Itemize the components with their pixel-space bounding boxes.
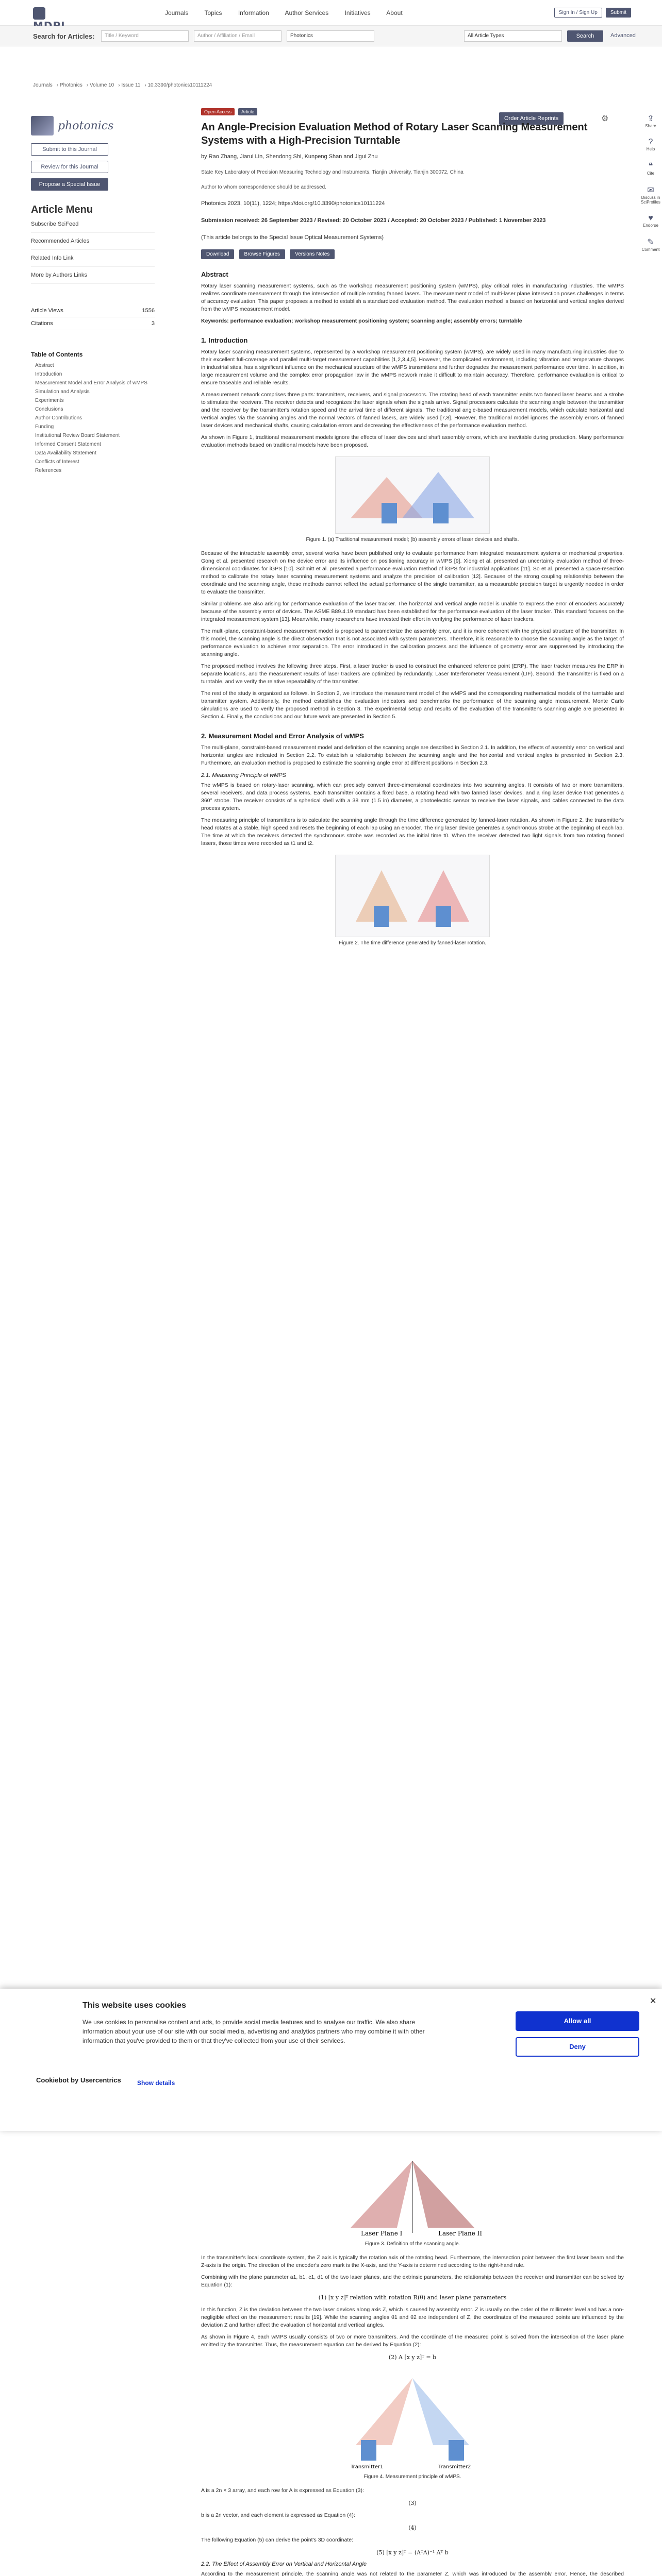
breadcrumb: Journals › Photonics › Volume 10 › Issue 11 › 10.3390/photonics10111224 xyxy=(33,82,212,88)
toc-item[interactable]: Author Contributions xyxy=(35,415,82,421)
views-row xyxy=(31,304,155,317)
article-main xyxy=(201,108,624,953)
intro-paragraph: Rotary laser scanning measurement systems, represented by a workshop measurement positioning system (wMPS), are widely used in many manufacturing industries due to their excellent full-coverage and parallel multi-target measurement capabilities [1,2,3,4,5]. However, the complicated environment, including vibration and temperature changes in industrial sites, has a significant influence on the mechanical structure of the wMPS transmitters and further degrades the measurement performance over time. In addition, in large measurement volume and the complex error propagation law in the wMPS network make it difficult to maintain accuracy. Therefore, performance evaluation is critical to ensure traceable and reliable results. xyxy=(201,349,624,386)
comment-action[interactable] xyxy=(639,237,662,252)
comment-label: Comment xyxy=(641,247,660,252)
equation-3: (3) xyxy=(408,2500,417,2506)
toc-title: Table of Contents xyxy=(31,351,83,358)
allow-all-button[interactable]: Allow all xyxy=(516,2011,639,2031)
menu-item-subscribe[interactable]: Subscribe SciFeed xyxy=(31,216,155,233)
toc-item[interactable]: Conclusions xyxy=(35,406,63,412)
open-access-badge: Open Access xyxy=(201,108,235,115)
intro-paragraph: A measurement network comprises three parts: transmitters, receivers, and signal processors. The rotating head of each transmitter emits two fanned laser beams and a strobe to stimulate the receivers. The receiver detects and recognizes the laser signals when the signals arrive. Signal processors calculate the scanning angle between the transmitter and the receiver by the transmitter's rotation speed and the arrival time of different signals. The traditional angle-based measurement models, which calculate horizontal and vertical angles via the scanning angles and the normal vectors of fanned lasers, are widely used [7,8]. However, the traditional model ignores the assembly errors of fanned laser devices and mechanical shafts, causing calculation errors and decreasing the effectiveness of the performance evaluation method. xyxy=(201,392,624,429)
body-paragraph: Combining with the plane parameter a1, b1, c1, d1 of the two laser planes, and the extrinsic parameters, the relationship between the receiver and transmitter can be solved by Equation (1): xyxy=(201,2274,624,2288)
share-icon: ⇪ xyxy=(647,114,654,123)
left-sidebar xyxy=(31,113,155,475)
endorse-action[interactable] xyxy=(639,214,662,228)
figure-4-caption: Figure 4. Measurement principle of wMPS. xyxy=(363,2474,461,2480)
submit-button[interactable]: Submit xyxy=(606,8,631,18)
breadcrumb-item: 10.3390/photonics10111224 xyxy=(147,82,212,88)
order-reprints-button[interactable]: Order Article Reprints xyxy=(499,112,564,125)
cite-label: Cite xyxy=(647,171,655,176)
versions-notes-button[interactable]: Versions Notes xyxy=(290,249,335,259)
figure-3-illustration xyxy=(320,2150,505,2238)
search-label: Search for Articles: xyxy=(33,32,95,40)
citation-line[interactable]: Photonics 2023, 10(11), 1224; https://doi.org/10.3390/photonics10111224 xyxy=(201,200,385,207)
article-tags xyxy=(201,108,624,115)
article-authors[interactable]: by Rao Zhang, Jiarui Lin, Shendong Shi, Kunpeng Shan and Jigui Zhu xyxy=(201,154,378,160)
submit-to-journal-button[interactable]: Submit to this Journal xyxy=(31,143,108,156)
figure-1[interactable] xyxy=(201,456,624,543)
section-2-2-paragraph: According to the measurement principle, the scanning angle was not related to the parameter Z, which was introduced by the assembly error. Hence, the described xyxy=(201,2571,624,2576)
figure-4-image xyxy=(335,2368,490,2471)
right-action-sidebar xyxy=(639,113,662,261)
close-icon[interactable]: ✕ xyxy=(650,1997,657,2006)
share-label: Share xyxy=(645,124,656,128)
citations-label: Citations xyxy=(31,320,53,327)
section-2-1-paragraph: The wMPS is based on rotary-laser scanning, which can precisely convert three-dimensional coordinates into two scanning angles. It consists of two or more transmitters, several receivers, and data process systems. Each transmitter contains a fixed base, a rotating head with two fanned laser devices, and a ring laser device that generates a 360° strobe. The receiver consists of a spherical shell with a 38 mm (1.5 in) diameter, a photoelectric sensor to receive the laser signals, and cables connected to the data process system. xyxy=(201,782,624,811)
figure-2-illustration xyxy=(340,860,485,932)
figure-1-illustration xyxy=(340,462,485,529)
cookiebot-logo: Cookiebot by Usercentrics xyxy=(36,2076,121,2084)
toc-list xyxy=(31,361,155,475)
article-type-badge: Article xyxy=(238,108,257,115)
toc-item[interactable]: Informed Consent Statement xyxy=(35,442,101,447)
figure-4-label: Transmitter2 xyxy=(438,2464,471,2470)
views-count: 1556 xyxy=(142,308,155,314)
figure-1-caption: Figure 1. (a) Traditional measurement model; (b) assembly errors of laser devices and shafts. xyxy=(306,537,519,543)
body-paragraph: In this function, Z is the deviation between the two laser devices along axis Z, which is caused by assembly error. Z is usually on the order of the millimeter level and has a non-negligible effect on the measurement results [19]. While the scanning angles θ1 and θ2 are independent of Z, the coordinates of the measured points are influenced by the deviation Z and further affect the evaluation of horizontal and vertical angles. xyxy=(201,2307,624,2328)
body-paragraph: As shown in Figure 4, each wMPS usually consists of two or more transmitters. And the coordinate of the measured point is solved from the intersection of the laser plane emitted by the transmitter. Thus, the measurement equation can be derived by Equation (2): xyxy=(201,2334,624,2348)
section-2-2-heading: 2.2. The Effect of Assembly Error on Vertical and Horizontal Angle xyxy=(201,2561,367,2567)
dates-line: Submission received: 26 September 2023 / Revised: 20 October 2023 / Accepted: 20 October 2023 / Published: 1 November 2023 xyxy=(201,217,546,224)
section-2-heading: 2. Measurement Model and Error Analysis of wMPS xyxy=(201,732,364,740)
download-button[interactable]: Download xyxy=(201,249,234,259)
figure-3-caption: Figure 3. Definition of the scanning angle. xyxy=(365,2241,460,2247)
publisher-logo[interactable] xyxy=(33,6,69,20)
abstract-text: Rotary laser scanning measurement systems, such as the workshop measurement positioning system (wMPS), play critical roles in manufacturing industries. The wMPS realizes coordinate measurement through the intersection of multiple rotating fanned lasers. The measurement model of multi-laser plane intersection poses challenges in terms of accuracy evaluation. This paper proposes a method to establish a standardized evaluation method. The evaluation method is based on horizontal and vertical angles derived from the wMPS measurement model. xyxy=(201,283,624,312)
section-2-1-paragraph: The measuring principle of transmitters is to calculate the scanning angle through the time difference generated by fanned-laser rotation. As shown in Figure 2, the transmitter's head rotates at a stable, high speed and resets the beginning of each lap using an encoder. The ring laser device generates a synchronous strobe at the beginning of each lap. The time at which the receivers detected the synchronous strobe was recorded as the initial time t0. When the receiver detected two light signals from two rotating fanned lasers, those times were recorded as t1 and t2. xyxy=(201,817,624,846)
figure-1-image xyxy=(335,456,490,534)
nav-topics[interactable]: Topics xyxy=(204,9,222,16)
breadcrumb-item[interactable]: Issue 11 xyxy=(121,82,141,88)
menu-item-related[interactable]: Related Info Link xyxy=(31,250,155,267)
review-for-journal-button[interactable]: Review for this Journal xyxy=(31,161,108,173)
figure-3-image xyxy=(320,2150,505,2238)
journal-name: photonics xyxy=(58,119,114,132)
gear-icon[interactable]: ⚙ xyxy=(601,114,609,123)
section-2-text: The multi-plane, constraint-based measurement model and definition of the scanning angle are described in Section 2.1. In addition, the effects of assembly error on vertical and horizontal angles are indicated in Section 2.2. To establish a relationship between the scanning angle and the horizontal and vertical angles is presented in Section 2.3. Furthermore, an evaluation method is proposed to estimate the scanning angle error at different positions in Section 2.3. xyxy=(201,744,624,766)
figure-4-label: Transmitter1 xyxy=(351,2464,384,2470)
corresponding-note: Author to whom correspondence should be addressed. xyxy=(201,184,326,190)
thumbs-up-icon: ♥ xyxy=(648,214,653,223)
intro-heading: 1. Introduction xyxy=(201,336,248,344)
search-button[interactable]: Search xyxy=(567,30,603,42)
figure-2-image xyxy=(335,855,490,937)
quote-icon: ❝ xyxy=(648,162,653,171)
figure-2-caption: Figure 2. The time difference generated by fanned-laser rotation. xyxy=(339,940,486,946)
equation-2: (2) A [x y z]ᵀ = b xyxy=(388,2354,437,2361)
article-actions xyxy=(201,249,624,259)
body-paragraph: The following Equation (5) can derive the point's 3D coordinate: xyxy=(201,2537,354,2543)
deny-button[interactable]: Deny xyxy=(516,2037,639,2057)
toc-item[interactable]: Conflicts of Interest xyxy=(35,459,79,465)
journal-logo-image xyxy=(31,116,54,135)
citations-count: 3 xyxy=(151,320,155,327)
intro-paragraph: Similar problems are also arising for performance evaluation of the laser tracker. The horizontal and vertical angle model is unable to express the error of encoders accurately because of the assembly error of devices. The ASME B89.4.19 standard has been established for the performance evaluation of the laser tracker. This standard focuses on the integrated measurement system [13]. Meanwhile, many researchers have invested their effort in verifying the performance of laser trackers. xyxy=(201,601,624,622)
intro-paragraph: The proposed method involves the following three steps. First, a laser tracker is used to construct the enhanced reference point (ERP). The laser tracker measures the ERP in separate locations, and the measurement results of laser trackers are optimized by redundantly. Laser Interferometer Measurement (LIF). Second, the transmitter is fixed on a turntable, and we verify the relative repeatability of the transmitter. xyxy=(201,663,624,685)
equation-5: (5) [x y z]ᵀ = (AᵀA)⁻¹ Aᵀ b xyxy=(376,2549,449,2556)
toc-item[interactable]: Introduction xyxy=(35,371,62,377)
article-metrics xyxy=(31,304,155,330)
figure-3[interactable] xyxy=(201,2150,624,2247)
figure-4-illustration xyxy=(335,2368,490,2471)
equation-1: (1) [x y z]ᵀ relation with rotation R(θ) and laser plane parameters xyxy=(318,2294,507,2301)
figure-3-label: Laser Plane II xyxy=(438,2230,483,2237)
body-paragraph: b is a 2n vector, and each element is expressed as Equation (4): xyxy=(201,2512,355,2518)
article-continued xyxy=(201,2143,624,2576)
article-type-select[interactable]: All Article Types xyxy=(464,30,562,42)
toc-item[interactable]: References xyxy=(35,468,62,473)
figure-3-label: Laser Plane I xyxy=(361,2230,403,2237)
chat-icon: ✉ xyxy=(647,186,654,195)
views-label: Article Views xyxy=(31,308,63,314)
citations-row xyxy=(31,317,155,330)
toc-item[interactable]: Measurement Model and Error Analysis of wMPS xyxy=(35,380,147,386)
intro-paragraph: The multi-plane, constraint-based measurement model is proposed to parameterize the assembly error, and it is more coherent with the physical structure of the transmitter. In this model, the scanning angle is the direct observation that is not associated with system parameters. Therefore, it is reasonable to choose the scanning angle as the target of performance evaluation to achieve error separation. The error introduced in the calibration process and the influence of geometry error are suppressed by introducing the scanning angle. xyxy=(201,628,624,657)
section-2-1-heading: 2.1. Measuring Principle of wMPS xyxy=(201,772,287,778)
nav-information[interactable]: Information xyxy=(238,9,269,16)
special-issue-line[interactable]: (This article belongs to the Special Issue Optical Measurement Systems) xyxy=(201,234,384,241)
menu-item-more-by-authors[interactable]: More by Authors Links xyxy=(31,267,155,284)
nav-about[interactable]: About xyxy=(386,9,403,16)
browse-figures-button[interactable]: Browse Figures xyxy=(239,249,285,259)
comment-icon: ✎ xyxy=(647,238,654,247)
article-title: An Angle-Precision Evaluation Method of Rotary Laser Scanning Measurement Systems with a High-Precision Turntable xyxy=(201,122,588,146)
figure-2[interactable] xyxy=(201,855,624,946)
breadcrumb-item[interactable]: Photonics xyxy=(59,82,82,88)
article-menu-title: Article Menu xyxy=(31,204,93,215)
cookie-banner xyxy=(0,1989,662,2131)
body-paragraph: A is a 2n × 3 array, and each row for A is expressed as Equation (3): xyxy=(201,2487,364,2494)
intro-paragraph: As shown in Figure 1, traditional measurement models ignore the effects of laser devices and shaft assembly errors, which are inevitable during production. Many performance evaluation methods based on traditional models have been proposed. xyxy=(201,434,624,448)
show-details-link[interactable]: Show details xyxy=(137,2079,175,2087)
title-keyword-input[interactable]: Title / Keyword xyxy=(101,30,189,42)
nav-journals[interactable]: Journals xyxy=(165,9,189,16)
toc-item[interactable]: Abstract xyxy=(35,363,54,368)
abstract-heading: Abstract xyxy=(201,270,228,278)
equation-4: (4) xyxy=(408,2524,417,2531)
journal-select[interactable]: Photonics xyxy=(287,30,374,42)
menu-item-recommended[interactable]: Recommended Articles xyxy=(31,233,155,250)
breadcrumb-item[interactable]: Volume 10 xyxy=(89,82,114,88)
advanced-search-link[interactable]: Advanced xyxy=(610,32,636,39)
nav-initiatives[interactable]: Initiatives xyxy=(344,9,371,16)
share-action[interactable] xyxy=(639,113,662,128)
toc-item[interactable]: Experiments xyxy=(35,398,64,403)
sign-in-button[interactable]: Sign In / Sign Up xyxy=(554,8,602,18)
breadcrumb-item[interactable]: Journals xyxy=(33,82,53,88)
affiliation: State Key Laboratory of Precision Measuring Technology and Instruments, Tianjin University, Tianjin 300072, China xyxy=(201,170,464,175)
intro-paragraph: The rest of the study is organized as follows. In Section 2, we introduce the measurement model of the wMPS and the corresponding mathematical models of the turntable and transmitter system. Additionally, the method establishes the evaluation indicators and benchmarks the performance of the scanning angle measurement. Monte Carlo simulations are used to verify the proposed method in Section 3. The experimental setup and results of the evaluation of the transmitter's scanning angle are presented in Section 4. Finally, the conclusions and our future work are presented in Section 5. xyxy=(201,690,624,720)
keywords: Keywords: performance evaluation; workshop measurement positioning system; scanning angle; assembly errors; turntable xyxy=(201,318,522,324)
discuss-action[interactable] xyxy=(639,185,662,205)
cookie-text: We use cookies to personalise content and ads, to provide social media features and to analyse our traffic. We also share information about your use of our site with our social media, advertising and analytics partners who may combine it with other information that you've provided to them or that they've collected from your use of their services. xyxy=(82,2019,425,2044)
search-bar xyxy=(0,26,662,46)
help-action[interactable] xyxy=(639,138,662,151)
toc-item[interactable]: Institutional Review Board Statement xyxy=(35,433,120,438)
journal-logo[interactable] xyxy=(31,113,155,138)
cookie-title: This website uses cookies xyxy=(82,2001,186,2010)
endorse-label: Endorse xyxy=(643,223,658,228)
help-icon: ? xyxy=(648,138,653,146)
top-buttons xyxy=(552,8,631,18)
body-paragraph: In the transmitter's local coordinate system, the Z axis is typically the rotation axis of the rotating head. Furthermore, the intersection point between the first laser beam and the Z-axis is the origin. The direction of the encoder's zero mark is the X-axis, and the Y-axis is determined according to the right-hand rule. xyxy=(201,2255,624,2268)
toc-item[interactable]: Data Availability Statement xyxy=(35,450,96,456)
toc-item[interactable]: Simulation and Analysis xyxy=(35,389,90,395)
propose-special-issue-button[interactable]: Propose a Special Issue xyxy=(31,178,108,191)
help-label: Help xyxy=(646,147,655,151)
toc-item[interactable]: Funding xyxy=(35,424,54,430)
main-nav xyxy=(165,9,417,16)
author-input[interactable]: Author / Affiliation / Email xyxy=(194,30,282,42)
intro-paragraph: Because of the intractable assembly error, several works have been published only to evaluate performance from integrated measurement systems or mechanical properties. Gong et al. presented research on the device error and its influence on positioning accuracy in wMPS [9]. Xiong et al. presented an uncertainty evaluation method of three-dimensional coordinates for iGPS [10]. Schmitt et al. presented a performance evaluation method of iGPS for industrial applications [11]. So et al. presented a space-resection method to calibrate the rotary laser scanning measurement systems and analyze the precision of calibration [12]. Because of the strong coupling relationship between the coordinate and the scanning angle, these methods cannot reflect the actual performance of the single transmitter, as a measurable precision target is urgently needed in order to evaluate the transmitter. xyxy=(201,550,624,595)
figure-4[interactable] xyxy=(201,2368,624,2480)
nav-author-services[interactable]: Author Services xyxy=(285,9,329,16)
top-navigation-bar xyxy=(0,0,662,26)
cite-action[interactable] xyxy=(639,161,662,176)
discuss-label: Discuss in SciProfiles xyxy=(641,195,660,205)
